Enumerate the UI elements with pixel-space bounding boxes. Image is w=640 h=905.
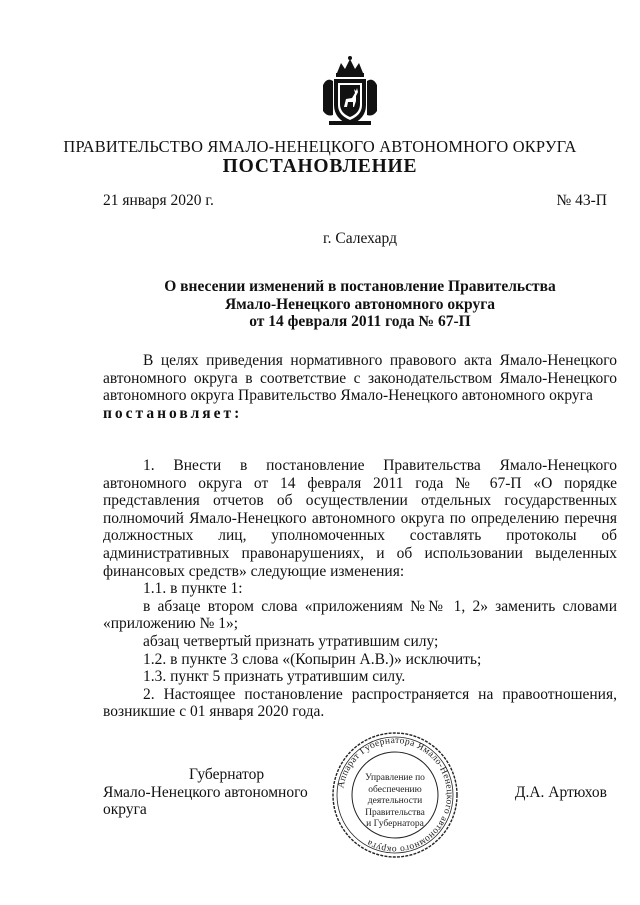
item-1-3: 1.3. пункт 5 признать утратившим силу. bbox=[143, 668, 406, 686]
document-city: г. Салехард bbox=[323, 230, 397, 247]
decree-word: постановляет: bbox=[103, 404, 243, 422]
document-date: 21 января 2020 г. bbox=[103, 192, 214, 209]
item-1: 1. Внести в постановление Правительства Ямало-Ненецкого автономного округа от 14 февраля 2011 года № 67-П «О порядке представления отчетов об осуществлении отдельных государственных полномочий Ямало-Ненецкого автономного округа по определению перечня должностных лиц, уполномоченных составлять протоколы об административных правонарушениях, и об использовании выделенных финансовых средств» следующие изменения: bbox=[103, 457, 617, 580]
organization-name: ПРАВИТЕЛЬСТВО ЯМАЛО-НЕНЕЦКОГО АВТОНОМНОГО ОКРУГА bbox=[63, 137, 577, 156]
signatory-name: Д.А. Артюхов bbox=[514, 784, 607, 801]
preamble bbox=[103, 352, 617, 422]
document-number: № 43-П bbox=[556, 192, 607, 209]
coat-of-arms-icon bbox=[319, 55, 381, 129]
stamp-ring-text: Аппарат Губернатора Ямало-Ненецкого автономного округа bbox=[336, 735, 455, 855]
item-2: 2. Настоящее постановление распространяется на правоотношения, возникшие с 01 января 2020 года. bbox=[103, 685, 617, 721]
signatory-region: Ямало-Ненецкого автономного округа bbox=[103, 783, 308, 819]
preamble-text: В целях приведения нормативного правового акта Ямало-Ненецкого автономного округа в соответствие с законодательством Ямало-Ненецкого автономного округа Правительство Ямало-Ненецкого автономного округа bbox=[103, 352, 617, 405]
document-title bbox=[120, 278, 600, 331]
title-line-1: О внесении изменений в постановление Правительства bbox=[164, 278, 556, 295]
signatory-title: Губернатор bbox=[189, 766, 265, 783]
document-type: ПОСТАНОВЛЕНИЕ bbox=[222, 156, 418, 177]
item-1-1: 1.1. в пункте 1: bbox=[143, 580, 243, 598]
document-body bbox=[103, 457, 617, 721]
signatory-position bbox=[103, 766, 353, 819]
title-line-2: Ямало-Ненецкого автономного округа bbox=[224, 295, 495, 313]
item-1-2: 1.2. в пункте 3 слова «(Копырин А.В.)» исключить; bbox=[143, 650, 482, 668]
item-1-1-a: в абзаце втором слова «приложениям №№ 1, 2» заменить словами «приложению № 1»; bbox=[103, 597, 617, 633]
stamp-inner-text: Управление по обеспечению деятельности Правительства и Губернатора bbox=[365, 773, 425, 829]
title-line-3: от 14 февраля 2011 года № 67-П bbox=[249, 313, 471, 330]
item-1-1-b: абзац четвертый признать утратившим силу; bbox=[143, 632, 439, 650]
